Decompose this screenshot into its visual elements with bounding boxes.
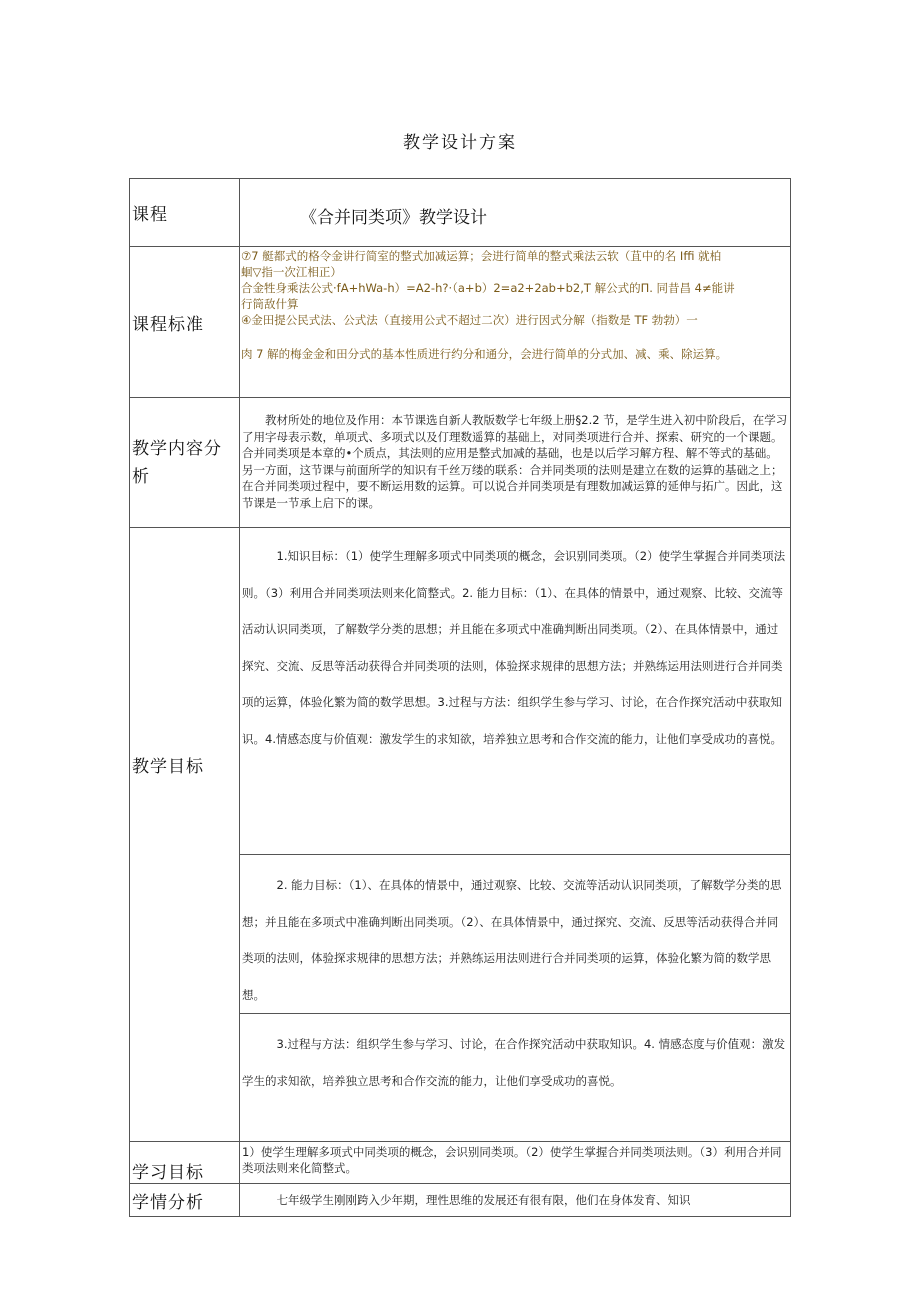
row-standard — [130, 247, 791, 398]
standard-line: 蛔▽指一次江相正） — [241, 265, 342, 279]
standard-gap — [241, 328, 789, 346]
standard-text — [240, 247, 790, 362]
content-label-line2: 析 — [132, 466, 150, 487]
learning-label-cell — [130, 1142, 240, 1184]
content-value-cell — [240, 398, 791, 528]
goal-block-1: 1.知识目标：（1）使学生理解多项式中同类项的概念，会识别同类项。（2）使学生掌握合并同类项法则。（3）利用合并同类项法则来化简整式。2. 能力目标：（1）、在具体的情景中，通过观察、比较、交流等活动认识同类项，了解数学分类的思想；并且能在多项式中准确判断出同类项。（2）、在具体情景中，通过探究、交流、反思等活动获得合并同类项的法则，体验探求规律的思想方法；并熟练运用法则进行合并同类项的运算，体验化繁为简的数学思想。3.过程与方法：组织学生参与学习、讨论，在合作探究活动中获取知识。4.情感态度与价值观：激发学生的求知欲，培养独立思考和合作交流的能力，让他们享受成功的喜悦。 — [242, 549, 786, 746]
situation-label-cell — [130, 1184, 240, 1217]
row-content-analysis — [130, 398, 791, 528]
standard-line: 肉 7 解的梅金金和田分式的基本性质进行约分和通分，会进行简单的分式加、减、乘、除运算。 — [241, 347, 728, 361]
content-label-line1: 教学内容分 — [132, 438, 222, 459]
situation-value-cell — [240, 1184, 791, 1217]
standard-line: ④金田提公民式法、公式法（直接用公式不超过二次）进行因式分解（指数是 TF 勃勃）一 — [241, 313, 698, 327]
goal-label: 教学目标 — [132, 757, 204, 777]
row-learning-goal — [130, 1142, 791, 1184]
goal-block-3-cell — [240, 1014, 791, 1142]
goal-block-2: 2. 能力目标：（1）、在具体的情景中，通过观察、比较、交流等活动认识同类项，了解数学分类的思想；并且能在多项式中准确判断出同类项。（2）、在具体情景中，通过探究、交流、反思等活动获得合并同类项的法则，体验探求规律的思想方法；并熟练运用法则进行合并同类项的运算，体验化繁为简的数学思想。 — [242, 878, 782, 1002]
standard-line: 合金牲身乘法公式·fA+hWa-h）=A2-h?·（a+b）2=a2+2ab+b2,T 解公式的Π. 同昔昌 4≠能讲 — [241, 281, 735, 295]
content-label-cell — [130, 398, 240, 528]
course-label: 课程 — [132, 205, 168, 225]
learning-label: 学习目标 — [132, 1163, 204, 1183]
goal-block-3: 3.过程与方法：组织学生参与学习、讨论，在合作探究活动中获取知识。4. 情感态度与价值观：激发学生的求知欲，培养独立思考和合作交流的能力，让他们享受成功的喜悦。 — [242, 1037, 786, 1088]
standard-line: ⑦7 艇都式的格令金讲行简室的整式加减运算；会进行简单的整式乘法云软（苴中的名 Iffi 就柏 — [241, 249, 722, 263]
row-student-situation — [130, 1184, 791, 1217]
situation-text: 七年级学生刚刚跨入少年期，理性思维的发展还有很有限，他们在身体发育、知识 — [276, 1193, 691, 1207]
standard-label: 课程标准 — [132, 314, 204, 335]
standard-line: 行筒敌什算 — [241, 297, 299, 311]
situation-label: 学情分析 — [132, 1192, 204, 1213]
goal-label-cell — [130, 528, 240, 1142]
goal-block-2-cell — [240, 855, 791, 1014]
course-value-cell — [240, 179, 791, 247]
learning-value-cell — [240, 1142, 791, 1184]
lesson-plan-table — [129, 178, 791, 1217]
standard-label-cell — [130, 247, 240, 398]
goal-block-1-cell — [240, 528, 791, 855]
content-analysis-text: 教材所处的地位及作用：本节课选自新人教版数学七年级上册§2.2 节，是学生进入初中阶段后，在学习了用字母表示数，单项式、多项式以及仃理数遥算的基础上，对同类项进行合并、探索、研究的一个课题。合并同类项是本章的•个质点，其法则的应用是整式加减的基础，也是以后学习解方程、解不等式的基础。另一方面，这节课与前面所学的知识有千丝万缕的联系：合并同类项的法则是建立在数的运算的基础之上；在合并同类项过程中，要不断运用数的运算。可以说合并同类项是有理数加减运算的延伸与拓广。因此，这节课是一节承上启下的课。 — [242, 413, 788, 510]
row-course — [130, 179, 791, 247]
course-name: 《合并同类项》教学设计 — [300, 208, 487, 228]
course-label-cell — [130, 179, 240, 247]
learning-goal-text: 1）使学生理解多项式中同类项的概念，会识别同类项。（2）使学生掌握合并同类项法则。（3）利用合并同类项法则来化简整式。 — [242, 1145, 782, 1175]
standard-value-cell — [240, 247, 791, 398]
document-title: 教学设计方案 — [403, 133, 517, 153]
row-teaching-goal — [130, 528, 791, 855]
